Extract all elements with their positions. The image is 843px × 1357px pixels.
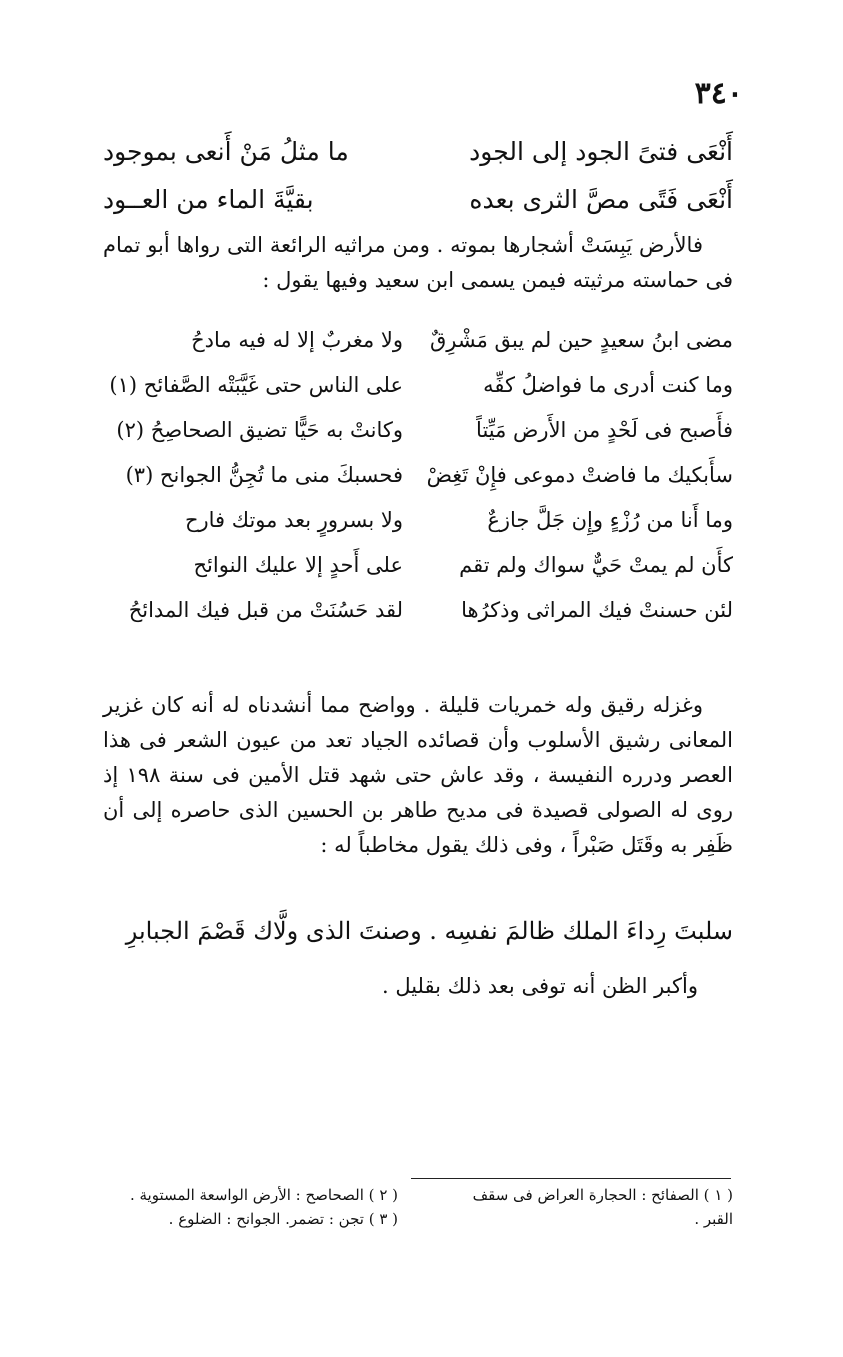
hemistich-first: كأَن لم يمتْ حَيٌّ سواك ولم تقم: [459, 553, 733, 577]
opening-verse-2: [103, 180, 733, 220]
hemistich-first: سأَبكيك ما فاضتْ دموعى فإِنْ تَغِضْ: [426, 463, 733, 487]
elegy-verse: [103, 318, 733, 363]
hemistich-first: وما كنت أدرى ما فواضلُ كفِّه: [483, 373, 733, 397]
footnote-1-continuation: القبر .: [694, 1210, 733, 1228]
footnote-2: ( ٢ ) الصحاصح : الأرض الواسعة المستوية .: [129, 1186, 398, 1204]
hemistich-second: ولا مغربٌ إلا له فيه مادحُ: [191, 328, 403, 352]
hemistich-second: ما مثلُ مَنْ أَنعى بموجود: [103, 137, 349, 166]
opening-verse-1: [103, 132, 733, 172]
elegy-poem: [103, 318, 733, 633]
hemistich-second: بقيَّةَ الماء من العــود: [103, 185, 314, 214]
hemistich-second: على أَحدٍ إلا عليك النوائح: [193, 553, 403, 577]
elegy-verse: [103, 453, 733, 498]
footnote-3: ( ٣ ) تجن : تضمر. الجوانح : الضلوع .: [168, 1210, 398, 1228]
hemistich-second: لقد حَسُنَتْ من قبل فيك المدائحُ: [128, 598, 403, 622]
elegy-verse: [103, 498, 733, 543]
hemistich-second: وكانتْ به حَيًّا تضيق الصحاصِحُ (٢): [116, 418, 403, 442]
hemistich-first: أَنْعَى فتىً الجود إلى الجود: [469, 137, 733, 166]
intro-text: فالأرض يَبِسَتْ أشجارها بموته . ومن مراثيه الرائعة التى رواها أبو تمام فى حماسته مرثيته فيمن يسمى ابن سعيد وفيها يقول :: [103, 233, 733, 292]
footnote-1: ( ١ ) الصفائح : الحجارة العراض فى سقف: [472, 1186, 733, 1204]
body-paragraph: [103, 688, 733, 863]
footnotes: [93, 1183, 733, 1231]
hemistich-first: لئن حسنتْ فيك المراثى وذكرُها: [461, 598, 733, 622]
hemistich-first: وما أَنا من رُزْءٍ وإِن جَلَّ جازعٌ: [487, 508, 733, 532]
elegy-verse: [103, 408, 733, 453]
hemistich-first: أَنْعَى فَتًى مصَّ الثرى بعده: [469, 185, 733, 214]
hemistich-second: فحسبكَ منى ما تُجِنُّ الجوانح (٣): [125, 463, 403, 487]
body-text: وغزله رقيق وله خمريات قليلة . وواضح مما أنشدناه له أنه كان غزير المعانى رشيق الأسلوب وأن قصائده الجياد تعد من عيون الشعر فى هذا العصر ودرره النفيسة ، وقد عاش حتى شهد قتل الأمين فى سنة ١٩٨ إذ روى له الصولى قصيدة فى مديح طاهر بن الحسين الذى حاصره إلى أن ظَفِر به وقَتَل صَبْراً ، وفى ذلك يقول مخاطباً له :: [103, 693, 733, 857]
hemistich-first: فأَصبح فى لَحْدٍ من الأَرض مَيِّتاً: [476, 418, 733, 442]
single-verse: سلبتَ رِداءَ الملك ظالمَ نفسِه . وصنتَ الذى ولَّاك قَصْمَ الجبابرِ: [125, 917, 733, 945]
elegy-verse: [103, 543, 733, 588]
footnote-column-right: [428, 1183, 733, 1231]
hemistich-second: على الناس حتى غَيَّبَتْه الصَّفائح (١): [109, 373, 403, 397]
elegy-verse: [103, 588, 733, 633]
hemistich-second: ولا بسرورٍ بعد موتك فارح: [184, 508, 403, 532]
closing-text: وأكبر الظن أنه توفى بعد ذلك بقليل .: [381, 974, 698, 998]
elegy-verse: [103, 363, 733, 408]
footnote-divider: [411, 1178, 731, 1179]
footnote-column-left: [93, 1183, 398, 1231]
hemistich-first: مضى ابنُ سعيدٍ حين لم يبق مَشْرِقٌ: [429, 328, 733, 352]
intro-paragraph: [103, 228, 733, 298]
page-number: ٣٤٠: [694, 76, 743, 111]
